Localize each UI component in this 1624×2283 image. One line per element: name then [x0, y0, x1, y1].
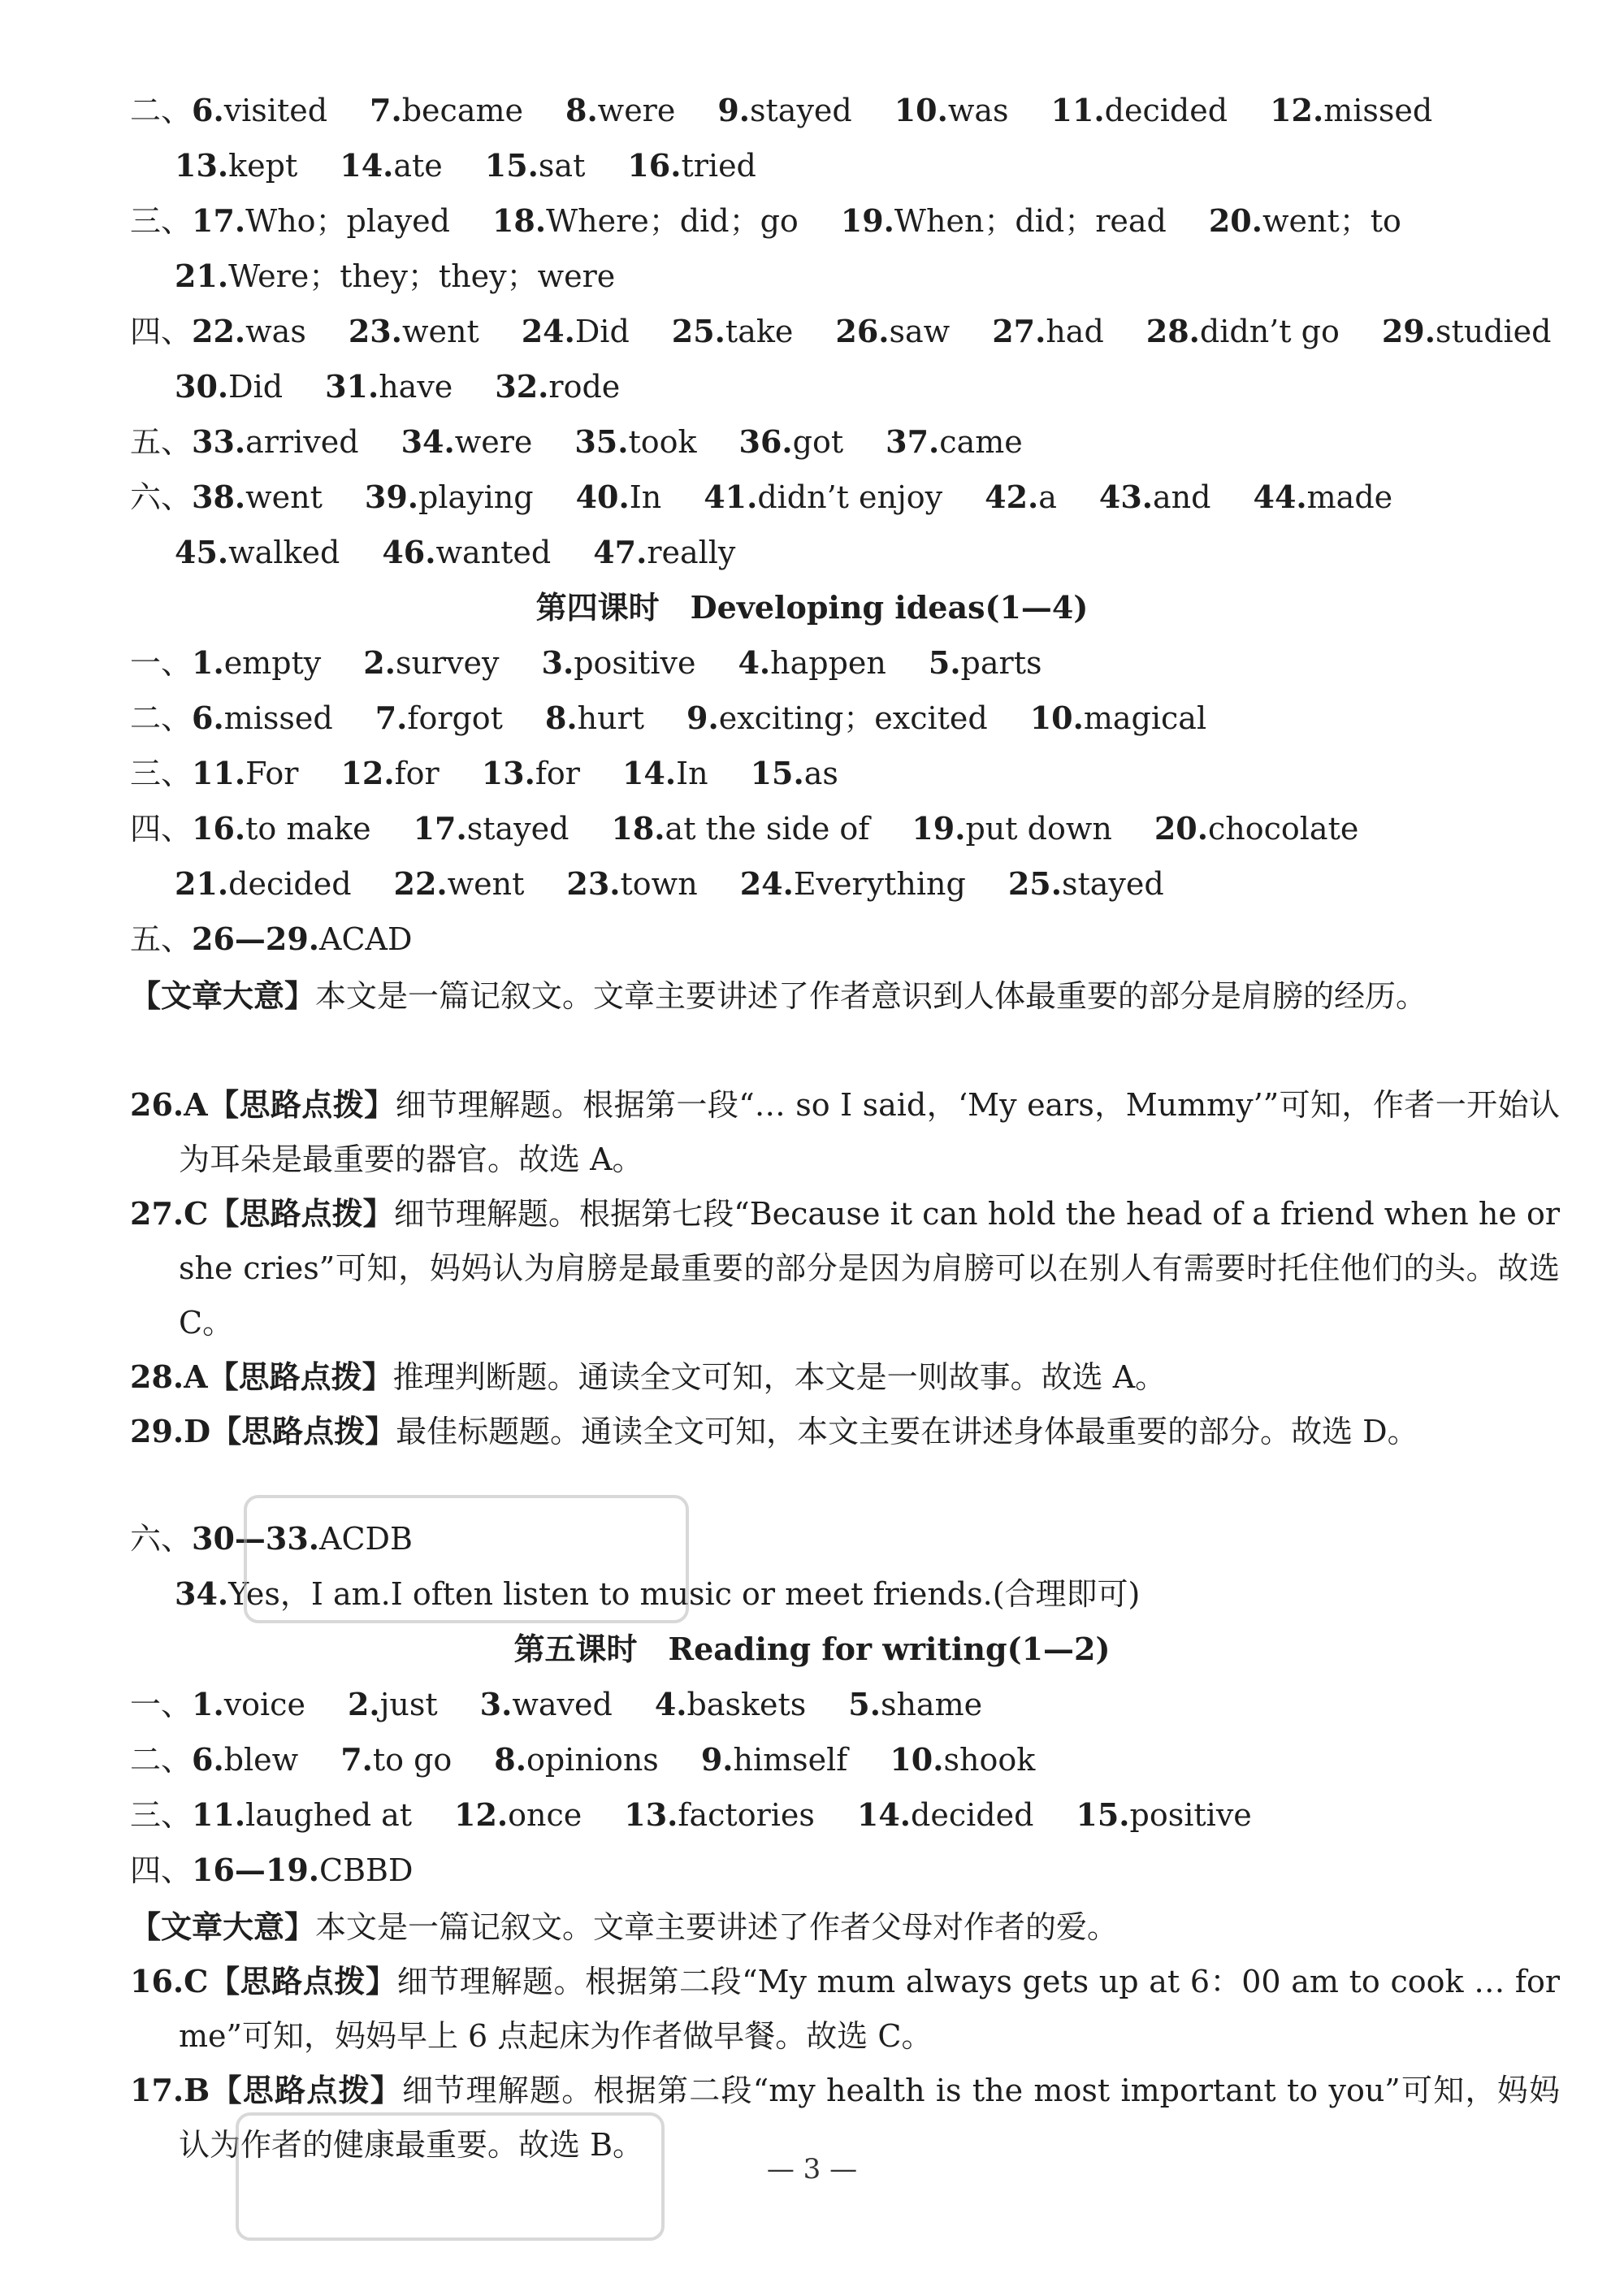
- answer-text: missed: [1323, 93, 1433, 128]
- section-label: 一、: [130, 645, 193, 681]
- section-label: 三、: [130, 1797, 193, 1833]
- answer-line: [130, 913, 1511, 965]
- answer-text: walked: [228, 535, 340, 570]
- explanation-tag: 【思路点拨】: [208, 1195, 394, 1232]
- answer-line: [175, 361, 1556, 413]
- question-number: 14.: [340, 147, 394, 184]
- answer-text: forgot: [407, 700, 503, 736]
- summary-text: 本文是一篇记叙文。文章主要讲述了作者意识到人体最重要的部分是肩膀的经历。: [315, 978, 1427, 1014]
- question-number: 3.: [479, 1686, 513, 1722]
- section-label: 四、: [130, 314, 193, 349]
- explanation-number: 28.A: [130, 1358, 208, 1395]
- answer-text: a: [1038, 479, 1057, 515]
- answer-text: magical: [1083, 700, 1207, 736]
- section-label: 一、: [130, 1687, 193, 1722]
- question-number: 9.: [717, 92, 751, 128]
- question-number: 25.: [671, 313, 725, 349]
- question-number: 45.: [175, 534, 229, 570]
- answer-line: [175, 526, 1556, 578]
- watermark-stamp: [244, 1495, 689, 1623]
- answer-text: happen: [770, 645, 886, 681]
- question-number: 5.: [848, 1686, 881, 1722]
- answer-text: take: [725, 314, 794, 349]
- question-number: 40.: [575, 479, 630, 515]
- question-number: 15.: [750, 755, 804, 791]
- answer-line: [130, 1679, 1511, 1731]
- page-number: — 3 —: [766, 2153, 858, 2186]
- question-number: 34.: [401, 423, 455, 460]
- question-number: 19.: [840, 202, 894, 239]
- question-number: 25.: [1007, 865, 1062, 902]
- explanation-number: 26.A: [130, 1086, 208, 1123]
- answer-text: factories: [678, 1797, 815, 1833]
- answer-text: ACDB: [319, 1521, 413, 1557]
- explanation-text: 细节理解题。根据第二段“my health is the most important to you”可知，妈妈认为作者的健康最重要。故选 B。: [179, 2073, 1560, 2163]
- section-label: 五、: [130, 921, 193, 957]
- question-number: 1.: [192, 644, 224, 681]
- answer-line: [130, 84, 1511, 136]
- answer-text: Yes，I am.I often listen to music or meet friends.(合理即可): [228, 1576, 1141, 1612]
- question-number: 42.: [985, 479, 1039, 515]
- answer-text: laughed at: [245, 1797, 413, 1833]
- question-number: 10.: [1029, 700, 1084, 736]
- answer-text: chocolate: [1207, 811, 1359, 847]
- section-label: 四、: [130, 811, 193, 847]
- answer-line: [130, 1734, 1511, 1786]
- answer-text: stayed: [1061, 866, 1164, 902]
- answer-text: at the side of: [665, 811, 870, 847]
- section-label: 四、: [130, 1852, 193, 1888]
- answer-text: CBBD: [319, 1852, 414, 1888]
- question-number: 7.: [370, 92, 402, 128]
- question-number: 39.: [364, 479, 419, 515]
- explanation-item: [130, 1077, 1560, 1187]
- question-number: 21.: [175, 865, 229, 902]
- answer-text: were: [597, 93, 676, 128]
- question-number: 21.: [175, 258, 229, 294]
- question-number: 30—33.: [192, 1520, 320, 1557]
- answer-text: stayed: [466, 811, 569, 847]
- answer-text: once: [508, 1797, 582, 1833]
- question-number: 28.: [1145, 313, 1200, 349]
- question-number: 26.: [835, 313, 890, 349]
- answer-text: kept: [228, 148, 298, 184]
- answer-line: [130, 1789, 1511, 1841]
- section-label: 六、: [130, 1521, 193, 1557]
- answer-text: shame: [880, 1687, 983, 1722]
- answer-text: voice: [223, 1687, 305, 1722]
- lesson-title: 第四课时 Developing ideas(1—4): [535, 589, 1089, 626]
- answer-text: rode: [548, 369, 621, 405]
- answer-line: [130, 416, 1511, 468]
- question-number: 38.: [192, 479, 246, 515]
- explanation-number: 16.C: [130, 1963, 209, 1999]
- answer-text: shook: [943, 1742, 1036, 1778]
- answer-text: decided: [911, 1797, 1034, 1833]
- question-number: 27.: [992, 313, 1046, 349]
- answer-text: Did: [574, 314, 630, 349]
- summary-tag: 【文章大意】: [130, 977, 316, 1014]
- answer-text: went: [447, 866, 525, 902]
- question-number: 22.: [192, 313, 246, 349]
- answer-text: waved: [512, 1687, 613, 1722]
- question-number: 16.: [627, 147, 682, 184]
- question-number: 17.: [413, 810, 467, 847]
- answer-text: were: [454, 424, 533, 460]
- question-number: 19.: [912, 810, 966, 847]
- answer-text: took: [628, 424, 697, 460]
- question-number: 3.: [541, 644, 574, 681]
- answer-text: wanted: [435, 535, 552, 570]
- question-number: 41.: [704, 479, 758, 515]
- explanation-item: [130, 1349, 1560, 1405]
- question-number: 7.: [340, 1741, 373, 1778]
- answer-text: parts: [960, 645, 1042, 681]
- question-number: 11.: [192, 1796, 246, 1833]
- answer-text: became: [401, 93, 523, 128]
- answer-text: as: [803, 756, 838, 791]
- answer-text: himself: [733, 1742, 848, 1778]
- question-number: 9.: [700, 1741, 734, 1778]
- answer-line: [130, 471, 1511, 523]
- answer-text: For: [245, 756, 299, 791]
- question-number: 4.: [738, 644, 771, 681]
- explanation-text: 细节理解题。根据第二段“My mum always gets up at 6：00 am to cook … for me”可知，妈妈早上 6 点起床为作者做早餐。故选 C。: [179, 1964, 1560, 2054]
- answer-text: visited: [223, 93, 328, 128]
- question-number: 11.: [192, 755, 246, 791]
- answer-text: and: [1153, 479, 1211, 515]
- question-number: 29.: [1381, 313, 1436, 349]
- question-number: 16.: [192, 810, 246, 847]
- answer-text: got: [792, 424, 844, 460]
- answer-text: had: [1046, 314, 1104, 349]
- question-number: 46.: [382, 534, 436, 570]
- explanation-tag: 【思路点拨】: [207, 1358, 393, 1395]
- section-label: 三、: [130, 203, 193, 239]
- explanation-tag: 【思路点拨】: [210, 2072, 402, 2108]
- answer-line: [130, 803, 1511, 855]
- answer-text: playing: [418, 479, 534, 515]
- question-number: 6.: [192, 700, 224, 736]
- answer-text: didn’t enjoy: [757, 479, 943, 515]
- answer-line: [175, 858, 1556, 910]
- question-number: 5.: [928, 644, 961, 681]
- answer-text: didn’t go: [1199, 314, 1340, 349]
- answer-line: [130, 195, 1511, 247]
- question-number: 11.: [1050, 92, 1105, 128]
- answer-text: blew: [223, 1742, 299, 1778]
- question-number: 12.: [1270, 92, 1324, 128]
- answer-line: [130, 747, 1511, 799]
- question-number: 2.: [347, 1686, 380, 1722]
- section-label: 五、: [130, 424, 193, 460]
- question-number: 13.: [481, 755, 535, 791]
- answer-text: really: [647, 535, 736, 570]
- answer-text: came: [939, 424, 1023, 460]
- answer-text: went: [401, 314, 479, 349]
- article-summary: [130, 1900, 1511, 1955]
- question-number: 34.: [175, 1575, 229, 1612]
- answer-text: baskets: [686, 1687, 807, 1722]
- answer-text: was: [947, 93, 1009, 128]
- answer-text: sat: [538, 148, 586, 184]
- section-label: 二、: [130, 700, 193, 736]
- question-number: 20.: [1208, 202, 1262, 239]
- question-number: 43.: [1098, 479, 1154, 515]
- question-number: 15.: [1076, 1796, 1130, 1833]
- answer-text: Everything: [793, 866, 966, 902]
- answer-text: made: [1306, 479, 1393, 515]
- question-number: 47.: [593, 534, 647, 570]
- question-number: 37.: [886, 423, 940, 460]
- answer-text: decided: [228, 866, 352, 902]
- explanation-number: 29.D: [130, 1413, 211, 1449]
- answer-line: [130, 637, 1511, 689]
- answer-text: exciting；excited: [718, 700, 988, 736]
- answer-text: to make: [245, 811, 371, 847]
- section-label: 三、: [130, 756, 193, 791]
- question-number: 31.: [325, 368, 379, 405]
- answer-text: Where；did；go: [546, 203, 799, 239]
- question-number: 9.: [686, 700, 719, 736]
- answer-text: Did: [228, 369, 284, 405]
- question-number: 18.: [492, 202, 547, 239]
- explanation-number: 27.C: [130, 1195, 209, 1232]
- question-number: 23.: [566, 865, 621, 902]
- answer-text: In: [629, 479, 662, 515]
- question-number: 16—19.: [192, 1852, 320, 1888]
- answer-text: stayed: [750, 93, 852, 128]
- answer-text: Were；they；they；were: [228, 258, 616, 294]
- question-number: 4.: [654, 1686, 687, 1722]
- question-number: 30.: [175, 368, 229, 405]
- answer-line: [130, 1844, 1511, 1896]
- question-number: 7.: [375, 700, 408, 736]
- answer-text: to go: [372, 1742, 453, 1778]
- question-number: 13.: [175, 147, 229, 184]
- question-number: 12.: [340, 755, 395, 791]
- question-number: 14.: [621, 755, 677, 791]
- question-number: 33.: [192, 423, 246, 460]
- explanation-text: 最佳标题题。通读全文可知，本文主要在讲述身体最重要的部分。故选 D。: [396, 1414, 1418, 1449]
- explanation-text: 细节理解题。根据第一段“… so I said，‘My ears，Mummy’”可知，作者一开始认为耳朵是最重要的器官。故选 A。: [179, 1087, 1560, 1177]
- answer-text: was: [245, 314, 306, 349]
- answer-line: [175, 250, 1556, 302]
- answer-text: empty: [223, 645, 322, 681]
- answer-text: hurt: [577, 700, 645, 736]
- question-number: 35.: [574, 423, 629, 460]
- question-number: 15.: [484, 147, 539, 184]
- explanation-item: [130, 1186, 1560, 1350]
- explanation-text: 细节理解题。根据第七段“Because it can hold the head of a friend when he or she cries”可知，妈妈认为肩膀是最重要的部分是因为肩膀可以在别人有需要时托住他们的头。故选 C。: [179, 1196, 1560, 1341]
- answer-text: positive: [574, 645, 696, 681]
- question-number: 24.: [521, 313, 575, 349]
- answer-text: tried: [681, 148, 756, 184]
- section-label: 二、: [130, 93, 193, 128]
- answer-text: for: [394, 756, 440, 791]
- answer-text: In: [676, 756, 708, 791]
- question-number: 26—29.: [192, 921, 320, 957]
- question-number: 6.: [192, 1741, 224, 1778]
- summary-text: 本文是一篇记叙文。文章主要讲述了作者父母对作者的爱。: [315, 1909, 1119, 1945]
- question-number: 23.: [348, 313, 402, 349]
- answer-text: studied: [1435, 314, 1552, 349]
- answer-text: put down: [965, 811, 1112, 847]
- question-number: 10.: [894, 92, 948, 128]
- summary-tag: 【文章大意】: [130, 1908, 316, 1945]
- question-number: 20.: [1154, 810, 1208, 847]
- question-number: 1.: [192, 1686, 224, 1722]
- answer-text: arrived: [245, 424, 359, 460]
- question-number: 8.: [494, 1741, 526, 1778]
- question-number: 24.: [739, 865, 794, 902]
- answer-text: ACAD: [319, 921, 413, 957]
- explanation-number: 17.B: [130, 2072, 210, 2108]
- section-label: 六、: [130, 479, 193, 515]
- answer-text: When；did；read: [894, 203, 1167, 239]
- answer-text: have: [379, 369, 453, 405]
- question-number: 12.: [454, 1796, 509, 1833]
- answer-text: Who；played: [245, 203, 450, 239]
- question-number: 18.: [611, 810, 665, 847]
- answer-text: went: [245, 479, 323, 515]
- answer-text: town: [620, 866, 698, 902]
- explanation-tag: 【思路点拨】: [207, 1086, 396, 1123]
- answer-text: positive: [1129, 1797, 1252, 1833]
- explanation-item: [130, 1404, 1560, 1459]
- question-number: 44.: [1253, 479, 1307, 515]
- explanation-tag: 【思路点拨】: [208, 1963, 397, 1999]
- explanation-tag: 【思路点拨】: [210, 1413, 396, 1449]
- question-number: 36.: [738, 423, 793, 460]
- article-summary: [130, 968, 1511, 1024]
- answer-text: opinions: [526, 1742, 659, 1778]
- answer-text: for: [535, 756, 580, 791]
- question-number: 13.: [624, 1796, 678, 1833]
- answer-line: [130, 305, 1552, 357]
- question-number: 10.: [890, 1741, 944, 1778]
- answer-text: saw: [889, 314, 951, 349]
- answer-text: just: [379, 1687, 438, 1722]
- question-number: 22.: [393, 865, 448, 902]
- question-number: 32.: [495, 368, 549, 405]
- question-number: 17.: [192, 202, 246, 239]
- explanation-text: 推理判断题。通读全文可知，本文是一则故事。故选 A。: [392, 1359, 1167, 1395]
- question-number: 6.: [192, 92, 224, 128]
- section-label: 二、: [130, 1742, 193, 1778]
- answer-text: ate: [393, 148, 443, 184]
- answer-line: [130, 692, 1511, 744]
- answer-text: missed: [223, 700, 333, 736]
- answer-text: survey: [395, 645, 500, 681]
- question-number: 8.: [565, 92, 598, 128]
- answer-text: went；to: [1262, 203, 1401, 239]
- lesson-title: 第五课时 Reading for writing(1—2): [513, 1631, 1111, 1667]
- question-number: 14.: [856, 1796, 912, 1833]
- question-number: 8.: [544, 700, 578, 736]
- explanation-item: [130, 1954, 1560, 2064]
- answer-line: [175, 140, 1556, 192]
- question-number: 2.: [363, 644, 396, 681]
- answer-text: decided: [1104, 93, 1228, 128]
